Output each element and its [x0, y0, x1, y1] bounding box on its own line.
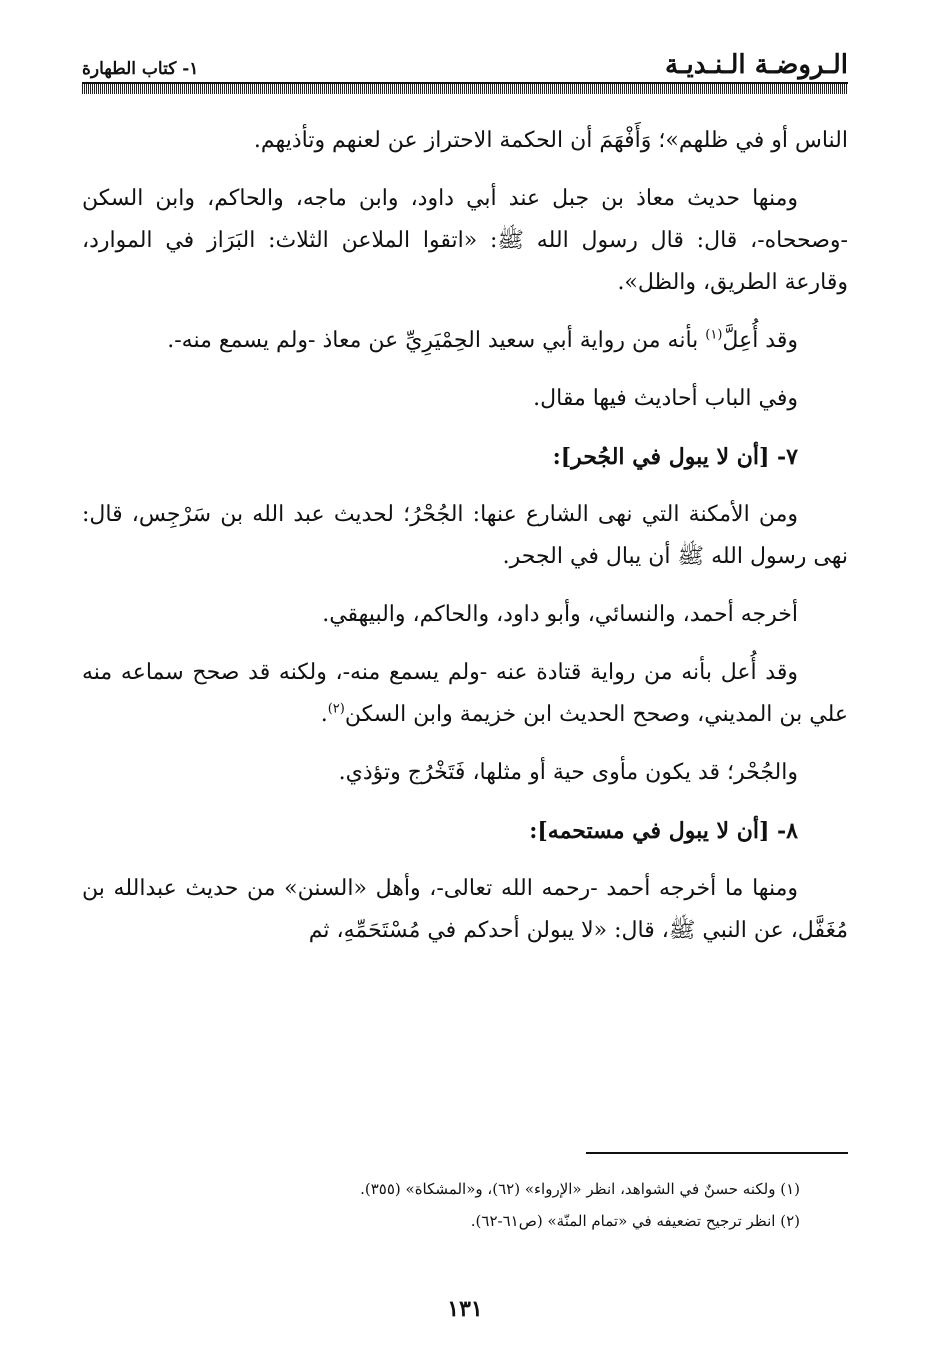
footnote-ref-2[interactable]: (٢) [327, 701, 345, 717]
book-title: الـروضـة الـنـديـة [664, 50, 848, 80]
paragraph-8 [82, 652, 848, 736]
footnotes [82, 1175, 800, 1239]
paragraph-1 [82, 120, 848, 162]
section-heading-8-text: ٨- [أن لا يبول في مستحمه]: [529, 818, 798, 844]
paragraph-3-text-after: بأنه من رواية أبي سعيد الحِمْيَرِيِّ عن معاذ -ولم يسمع منه-. [167, 328, 706, 353]
chapter-title: ١- كتاب الطهارة [82, 59, 199, 79]
footnote-1: (١) ولكنه حسنٌ في الشواهد، انظر «الإرواء» (٦٢)، و«المشكاة» (٣٥٥). [360, 1180, 800, 1198]
paragraph-8-text: وقد أُعل بأنه من رواية قتادة عنه -ولم يسمع منه-، ولكنه قد صحح سماعه منه علي بن المديني، وصحح الحديث ابن خزيمة وابن السكن [82, 660, 848, 727]
paragraph-9 [82, 752, 848, 794]
footnote-separator [586, 1152, 848, 1154]
page-number: ١٣١ [447, 1296, 483, 1322]
paragraph-1-text: الناس أو في ظلهم»؛ وَأَفْهَمَ أن الحكمة الاحتراز عن لعنهم وتأذيهم. [253, 128, 848, 153]
paragraph-6-text: ومن الأمكنة التي نهى الشارع عنها: الجُحْرُ؛ لحديث عبد الله بن سَرْجِس، قال: نهى رسول الله ﷺ أن يبال في الجحر. [82, 502, 848, 569]
footnote-ref-1[interactable]: (١) [705, 327, 723, 343]
paragraph-7-text: أخرجه أحمد، والنسائي، وأبو داود، والحاكم، والبيهقي. [322, 602, 798, 627]
paragraph-11 [82, 868, 848, 952]
paragraph-2 [82, 178, 848, 304]
footnote-2: (٢) انظر ترجيح تضعيفه في «تمام المنّة» (ص٦١-٦٢). [470, 1212, 800, 1230]
section-heading-8 [82, 810, 848, 852]
paragraph-9-text: والجُحْر؛ قد يكون مأوى حية أو مثلها، فَتَخْرُج وتؤذي. [338, 760, 798, 785]
page-body [82, 120, 848, 968]
paragraph-6 [82, 494, 848, 578]
paragraph-2-text: ومنها حديث معاذ بن جبل عند أبي داود، وابن ماجه، والحاكم، وابن السكن -وصححاه-، قال: قال رسول الله ﷺ: «اتقوا الملاعن الثلاث: البَرَاز في الموارد، وقارعة الطريق، والظل». [82, 186, 848, 295]
section-heading-7 [82, 436, 848, 478]
paragraph-8-text-after: . [320, 702, 328, 727]
running-header [82, 50, 848, 80]
paragraph-11-text: ومنها ما أخرجه أحمد -رحمه الله تعالى-، وأهل «السنن» من حديث عبدالله بن مُغَفَّل، عن النبي ﷺ، قال: «لا يبولن أحدكم في مُسْتَحَمِّهِ، ثم [82, 876, 848, 943]
header-rule [82, 82, 848, 94]
paragraph-3-text: وقد أُعِلَّ [722, 328, 798, 353]
paragraph-4-text: وفي الباب أحاديث فيها مقال. [533, 386, 798, 411]
section-heading-7-text: ٧- [أن لا يبول في الجُحر]: [552, 444, 798, 470]
paragraph-3 [82, 320, 848, 362]
paragraph-4 [82, 378, 848, 420]
paragraph-7 [82, 594, 848, 636]
